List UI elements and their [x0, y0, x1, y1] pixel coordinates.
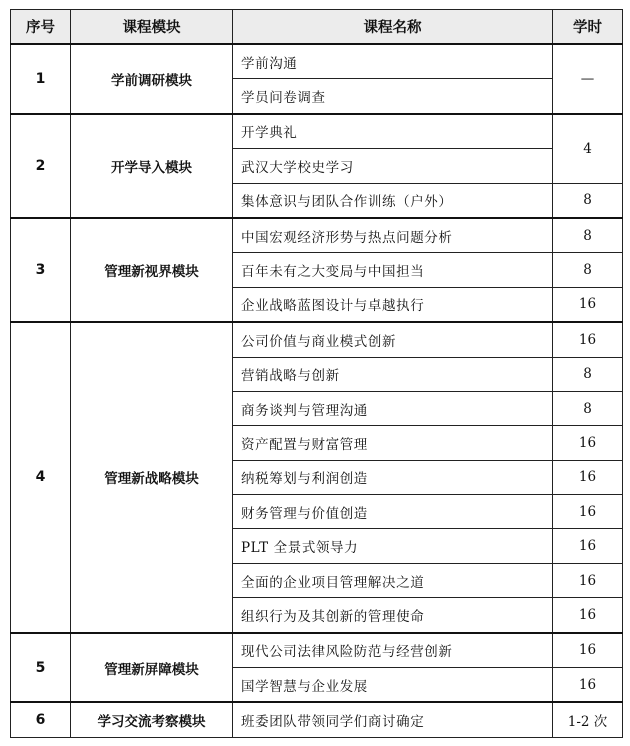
group-module: 开学导入模块 — [71, 114, 233, 218]
course-hours: 1-2 次 — [553, 702, 623, 737]
course-name: 集体意识与团队合作训练（户外） — [233, 183, 553, 218]
course-hours: 16 — [553, 563, 623, 597]
group-num: 4 — [11, 322, 71, 633]
course-hours: 8 — [553, 391, 623, 425]
course-hours: 16 — [553, 598, 623, 633]
course-name: 组织行为及其创新的管理使命 — [233, 598, 553, 633]
group-module: 管理新视界模块 — [71, 218, 233, 322]
course-name: 学前沟通 — [233, 44, 553, 79]
table-row — [11, 114, 623, 149]
course-hours: 4 — [553, 114, 623, 183]
course-name: 百年未有之大变局与中国担当 — [233, 253, 553, 287]
group-module: 管理新战略模块 — [71, 322, 233, 633]
course-name: 商务谈判与管理沟通 — [233, 391, 553, 425]
group-num: 6 — [11, 702, 71, 737]
course-hours: 8 — [553, 357, 623, 391]
course-name: 财务管理与价值创造 — [233, 495, 553, 529]
course-name: 开学典礼 — [233, 114, 553, 149]
course-hours: 16 — [553, 322, 623, 357]
course-name: PLT 全景式领导力 — [233, 529, 553, 563]
course-name: 国学智慧与企业发展 — [233, 668, 553, 703]
group-num: 2 — [11, 114, 71, 218]
group-num: 5 — [11, 633, 71, 703]
course-hours: 8 — [553, 183, 623, 218]
group-num: 1 — [11, 44, 71, 114]
course-hours: 8 — [553, 253, 623, 287]
group-module: 管理新屏障模块 — [71, 633, 233, 703]
course-hours: 16 — [553, 633, 623, 668]
course-table — [10, 9, 623, 738]
header-row — [11, 10, 623, 45]
course-hours: 16 — [553, 495, 623, 529]
course-hours: 16 — [553, 529, 623, 563]
table-row — [11, 322, 623, 357]
header-course: 课程名称 — [233, 10, 553, 45]
course-hours: 16 — [553, 460, 623, 494]
course-name: 公司价值与商业模式创新 — [233, 322, 553, 357]
table-row — [11, 702, 623, 737]
course-hours: 16 — [553, 287, 623, 322]
course-hours: — — [553, 44, 623, 114]
header-module: 课程模块 — [71, 10, 233, 45]
course-name: 中国宏观经济形势与热点问题分析 — [233, 218, 553, 253]
course-name: 纳税筹划与利润创造 — [233, 460, 553, 494]
table-row — [11, 44, 623, 79]
course-hours: 16 — [553, 426, 623, 460]
course-name: 企业战略蓝图设计与卓越执行 — [233, 287, 553, 322]
course-name: 班委团队带领同学们商讨确定 — [233, 702, 553, 737]
course-hours: 8 — [553, 218, 623, 253]
course-name: 资产配置与财富管理 — [233, 426, 553, 460]
header-hours: 学时 — [553, 10, 623, 45]
header-num: 序号 — [11, 10, 71, 45]
course-name: 现代公司法律风险防范与经营创新 — [233, 633, 553, 668]
group-module: 学习交流考察模块 — [71, 702, 233, 737]
table-row — [11, 218, 623, 253]
course-name: 营销战略与创新 — [233, 357, 553, 391]
course-hours: 16 — [553, 668, 623, 703]
course-name: 武汉大学校史学习 — [233, 149, 553, 183]
table-row — [11, 633, 623, 668]
course-name: 全面的企业项目管理解决之道 — [233, 563, 553, 597]
course-name: 学员问卷调查 — [233, 79, 553, 114]
group-num: 3 — [11, 218, 71, 322]
group-module: 学前调研模块 — [71, 44, 233, 114]
